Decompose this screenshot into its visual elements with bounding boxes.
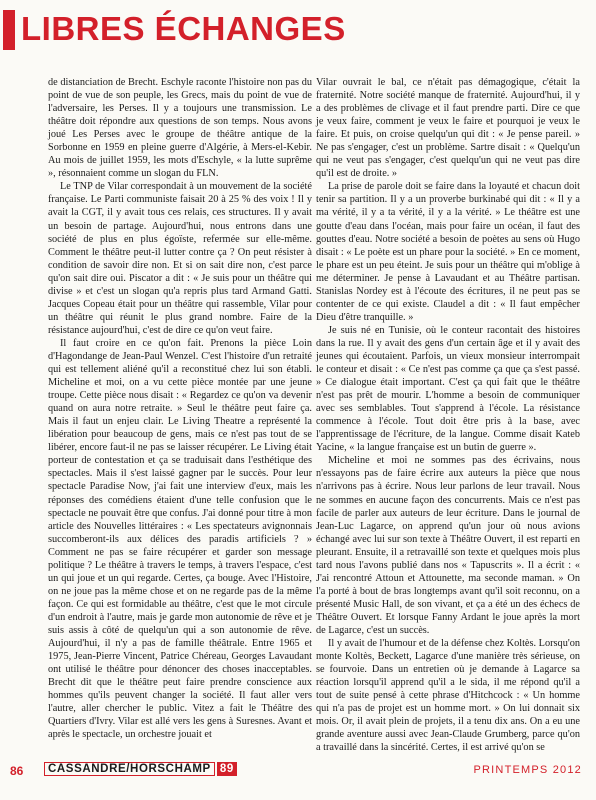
paragraph: La prise de parole doit se faire dans la loyauté et chacun doit tenir sa partition. Il y a un proverbe burkinabé qui dit : « Il y a ma vérité, il y a ta vérité, il y a la vérité. » Le théâtre est une goutte d'eau dans l'océan, mais pour faire un océan, il faut des gouttes d'eau. Notre société a besoin de poètes au sens où Hugo disait : « Le poète est un phare pour la société. » En ce moment, le phare est un peu éteint. Je suis pour un théâtre qui m'oblige à me déterminer. Je pense à Lavaudant et au Théâtre partisan. Stanislas Nordey est à l'écoute des écritures, il ne peut pas se contenter de ce qui existe. Claudel a dit : « Il faut empêcher Dieu d'être tranquille. » — [316, 181, 580, 323]
magazine-name — [44, 762, 237, 776]
issue-season: PRINTEMPS 2012 — [473, 764, 582, 776]
paragraph: Vilar ouvrait le bal, ce n'était pas démagogique, c'était la fraternité. Notre société manque de fraternité. Aujourd'hui, il y a des problèmes de clivage et il faut prendre parti. Dire ce que je veux faire, comment je veux le faire et pourquoi je veux le faire. Et puis, on croise quelqu'un qui dit : « Je pense pareil. » Ne pas s'engager, c'est un problème. Sartre disait : « Quelqu'un qui ne veut pas s'engager, c'est quelqu'un qui ne veut pas dire qu'il est de droite. » — [316, 77, 580, 180]
paragraph: Le TNP de Vilar correspondait à un mouvement de la société française. Le Parti communiste faisait 20 à 25 % des voix ! Il y avait la CGT, il y avait tous ces relais, ces structures. Il y avait un besoin de partage. Aujourd'hui, nous entrons dans une société de plus en plus égoïste, refermée sur elle-même. Comment le théâtre peut-il lutter contre ça ? On peut résister à condition de savoir dire non. Et si on sait dire non, c'est parce qu'on sait dire oui. Piscator a dit : « Je suis pour un théâtre qui divise » et c'est un slogan qu'a repris plus tard Armand Gatti. Jacques Copeau était pour un théâtre qui rassemble, Vilar pour un théâtre qui réunit le plus grand nombre. Faire de la résistance aujourd'hui, c'est de dire ce qu'on veut faire. — [48, 181, 312, 336]
section-marker-bar — [3, 10, 15, 50]
page-header — [0, 0, 596, 62]
paragraph: de distanciation de Brecht. Eschyle raconte l'histoire non pas du point de vue de son peuple, les Grecs, mais du point de vue de l'adversaire, les Perses. Il y a toujours une transmission. Le théâtre doit répondre aux questions de son temps. Nous avons joué Les Perses avec le groupe de théâtre antique de la Sorbonne en 1959 en pleine guerre d'Algérie, à Mers-el-Kebir. Au mois de juillet 1959, les mots d'Eschyle, « la lutte suprême », résonnaient comme un slogan du FLN. — [48, 77, 312, 180]
paragraph: Il faut croire en ce qu'on fait. Prenons la pièce Loin d'Hagondange de Jean-Paul Wenzel. C'est l'histoire d'un retraité qui est tellement aliéné qu'il a reconstitué chez lui son établi. Micheline et moi, on a vu cette pièce montée par une jeune troupe. Cette pièce nous disait : « Regardez ce qu'on va devenir quand on aura notre retraite. » Seul le théâtre peut faire ça. Mais il faut un enjeu clair. Le Living Theatre a représenté la libération pour beaucoup de gens, mais ce n'est pas tout de se libérer, encore faut-il ne pas se laisser récupérer. Le Living était porteur de contestation et ça se traduisait dans l'esthétique des spectacles. Mais il s'est laissé gagner par le succès. Pour leur spectacle Paradise Now, j'ai fait une interview d'eux, mais les réponses des comédiens étaient d'une telle confusion que le spectacle ne pouvait être que confus. J'ai donné pour titre à mon article des Nouvelles littéraires : « Les spectateurs avignonnais succomberont-ils aux délices des paradis artificiels ? » Comment ne pas se faire récupérer et garder son message politique ? Le théâtre à travers le temps, à travers l'espace, c'est un qui joue et un qui regarde. Certes, ça bouge. Avec l'Histoire, on ne joue pas la même chose et on ne regarde pas de la même façon. Ce qui est formidable au théâtre, c'est que le mot circule d'un endroit à l'autre, mais je garde mon autonomie de rêve et je suis assis à côté de quelqu'un qui a son autonomie de rêve. Aujourd'hui, il n'y a pas de famille théâtrale. Entre 1965 et 1975, Jean-Pierre Vincent, Patrice Chéreau, Georges Lavaudant ont utilisé le théâtre pour dénoncer des choses inacceptables. Brecht dit que le théâtre peut faire prendre conscience aux hommes qu'ils peuvent changer la société. Il faut aller vers l'autre, aller chercher le public. Vitez a fait le Théâtre des Quartiers d'Ivry. Vilar est allé vers les gens à Suresnes. Avant et après le spectacle, un orchestre jouait et — [48, 337, 312, 741]
section-title: LIBRES ÉCHANGES — [21, 10, 346, 47]
paragraph: Je suis né en Tunisie, où le conteur racontait des histoires dans la rue. Il y avait des gens d'un certain âge et il y avait des jeunes qui écoutaient. Parfois, un vieux monsieur interrompait le conteur et disait : « Ce n'est pas comme ça que ça s'est passé. » Ce dialogue était important. C'est ça qui fait que le théâtre n'est pas prêt de mourir. L'homme a besoin de communiquer avec ses semblables. Tout s'apprend à l'école. La résistance commence à l'école. Tout doit être pris à la base, avec l'apprentissage de l'écriture, de la langue. Comme disait Kateb Yacine, « la langue française est un butin de guerre ». — [316, 324, 580, 454]
issue-number: 89 — [217, 762, 237, 776]
right-text-column — [316, 76, 580, 754]
paragraph: Micheline et moi ne sommes pas des écrivains, nous n'essayons pas de faire écrire aux auteurs la pièce que nous n'arrivons pas à écrire. Nous leur parlons de leur travail. Nous ne sommes en aucune façon des concurrents. Mais ce n'est pas facile de parler aux auteurs de leur écriture. Dans le journal de Jean-Luc Lagarce, on apprend qu'un jour où nous avions échangé avec lui sur son texte à Théâtre Ouvert, il est reparti en pleurant. Ensuite, il a retravaillé son texte et quelques mois plus tard nous l'avons publié dans nos « Tapuscrits ». Il a écrit : « J'ai rencontré Attoun et Attounette, ma seconde maman. » On l'a porté à bout de bras longtemps avant qu'il soit reconnu, on a présenté Music Hall, de son vivant, et ça a été un des échecs de Théâtre Ouvert. Et lorsque Fanny Ardant le joue après la mort de Lagarce, c'est un succès. — [316, 455, 580, 636]
page-number: 86 — [10, 764, 24, 778]
left-text-column — [48, 76, 312, 741]
paragraph: Il y avait de l'humour et de la défense chez Koltès. Lorsqu'on monte Koltès, Beckett, Lagarce d'une manière très sérieuse, on se fourvoie. Dans un entretien où je demande à Lagarce sa réaction lorsqu'il apprend qu'il a le sida, il me répond qu'il a tout de suite pensé à cette phrase d'Hitchcock : « Un homme qui n'a pas de projet est un homme mort. » On lui donnait six mois. Or, il avait plein de projets, il a tenu dix ans. On a eu une grande aventure aussi avec Jean-Claude Grumberg, parce qu'on a travaillé dans la sincérité. Certes, il est arrivé qu'on se — [316, 638, 580, 754]
magazine-title: CASSANDRE/HORSCHAMP — [44, 762, 215, 776]
